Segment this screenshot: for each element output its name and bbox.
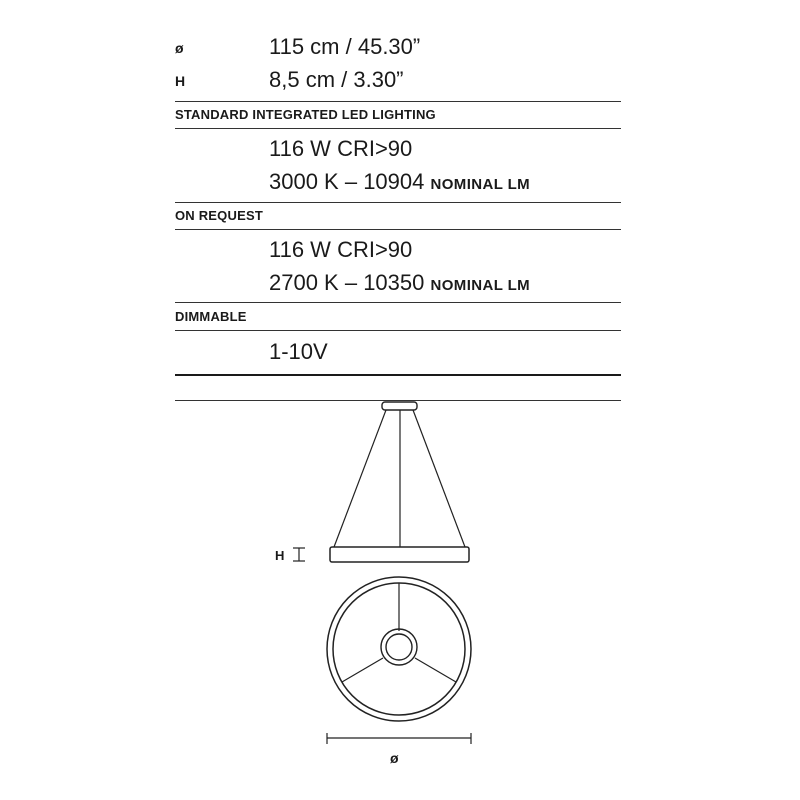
diameter-dimension-label: ø [390, 750, 399, 766]
standard-output [269, 169, 530, 195]
height-value: 8,5 cm / 3.30” [269, 67, 404, 92]
on-request-unit: NOMINAL LM [430, 277, 531, 294]
hub-inner [386, 634, 412, 660]
divider [175, 229, 621, 230]
dimmable-value: 1-10V [269, 339, 328, 364]
cable-right [413, 410, 465, 547]
standard-power: 116 W CRI>90 [269, 136, 413, 161]
height-dimension-label: H [275, 548, 285, 563]
diameter-value: 115 cm / 45.30” [269, 34, 421, 59]
divider [175, 202, 621, 203]
standard-temp-lumen: 3000 K – 10904 [269, 169, 425, 194]
ring-inner [333, 583, 465, 715]
divider [175, 330, 621, 331]
ring-side-view [330, 547, 469, 562]
divider [175, 302, 621, 303]
on-request-power: 116 W CRI>90 [269, 237, 413, 262]
hub-outer [381, 629, 417, 665]
ring-outer [327, 577, 471, 721]
on-request-output [269, 270, 530, 296]
divider [175, 128, 621, 129]
cable-left [334, 410, 386, 547]
divider [175, 101, 621, 102]
divider [175, 400, 621, 401]
standard-heading: STANDARD INTEGRATED LED LIGHTING [175, 107, 436, 122]
canopy-icon [382, 402, 417, 410]
divider-thick [175, 374, 621, 376]
on-request-temp-lumen: 2700 K – 10350 [269, 270, 425, 295]
on-request-heading: ON REQUEST [175, 208, 263, 223]
standard-unit: NOMINAL LM [430, 176, 531, 193]
height-label: H [175, 73, 186, 89]
dimmable-heading: DIMMABLE [175, 309, 247, 324]
diameter-label: ø [175, 40, 184, 56]
